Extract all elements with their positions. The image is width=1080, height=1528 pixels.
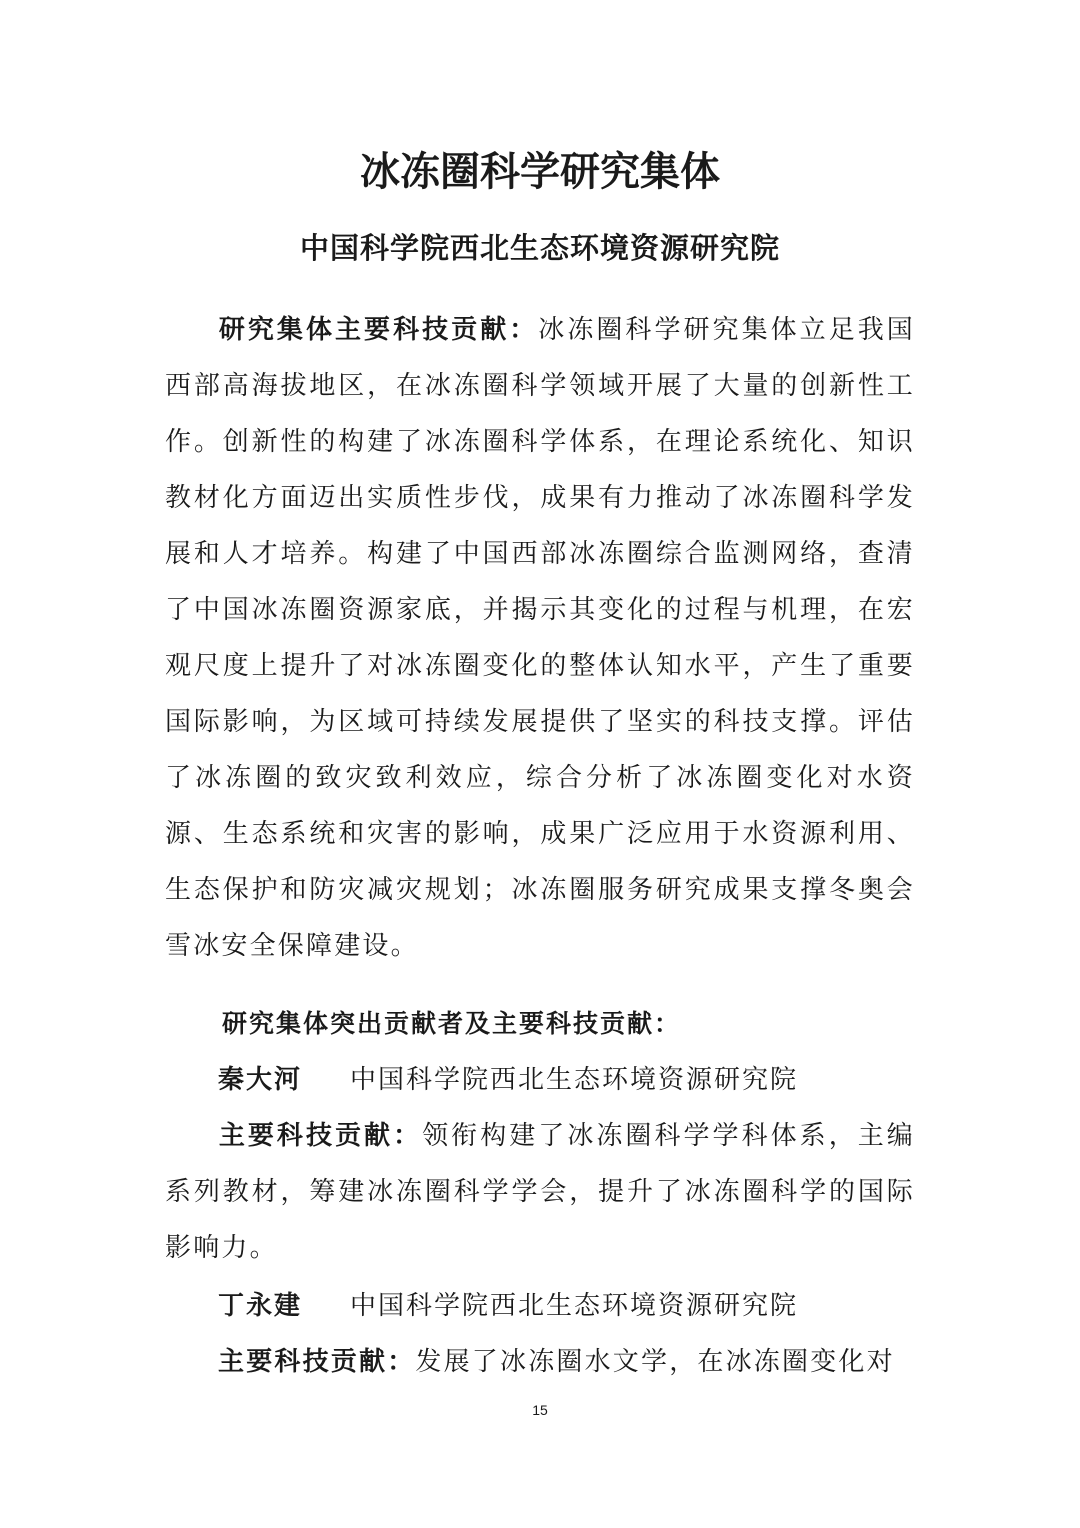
contributor-affiliation: 中国科学院西北生态环境资源研究院 — [350, 1291, 799, 1321]
contributor-contribution — [165, 1108, 915, 1276]
contributor-name: 丁永建 — [218, 1291, 303, 1321]
contributor-affiliation: 中国科学院西北生态环境资源研究院 — [350, 1065, 799, 1095]
contributor-contribution — [165, 1334, 915, 1390]
contribution-text: 领衔构建了冰冻圈科学学科体系，主编系列教材，筹建冰冻圈科学学会，提升了冰冻圈科学的国际影响力。 — [165, 1121, 915, 1263]
intro-label: 研究集体主要科技贡献： — [218, 315, 539, 345]
contributor-header — [218, 1052, 798, 1108]
contributor-header — [218, 1278, 798, 1334]
contribution-label: 主要科技贡献： — [218, 1121, 423, 1151]
document-title: 冰冻圈科学研究集体 — [360, 149, 720, 195]
contributor-name: 秦大河 — [218, 1065, 303, 1095]
intro-paragraph — [165, 302, 915, 974]
intro-text: 冰冻圈科学研究集体立足我国西部高海拔地区，在冰冻圈科学领域开展了大量的创新性工作。创新性的构建了冰冻圈科学体系，在理论系统化、知识教材化方面迈出实质性步伐，成果有力推动了冰冻圈科学发展和人才培养。构建了中国西部冰冻圈综合监测网络，查清了中国冰冻圈资源家底，并揭示其变化的过程与机理，在宏观尺度上提升了对冰冻圈变化的整体认知水平，产生了重要国际影响，为区域可持续发展提供了坚实的科技支撑。评估了冰冻圈的致灾致利效应，综合分析了冰冻圈变化对水资源、生态系统和灾害的影响，成果广泛应用于水资源利用、生态保护和防灾减灾规划；冰冻圈服务研究成果支撑冬奥会雪冰安全保障建设。 — [165, 315, 915, 961]
institution-subtitle: 中国科学院西北生态环境资源研究院 — [299, 231, 780, 265]
contributors-heading: 研究集体突出贡献者及主要科技贡献： — [222, 1009, 682, 1038]
contribution-label: 主要科技贡献： — [218, 1347, 416, 1377]
page-number: 15 — [532, 1402, 548, 1418]
contribution-text: 发展了冰冻圈水文学，在冰冻圈变化对 — [415, 1347, 895, 1377]
